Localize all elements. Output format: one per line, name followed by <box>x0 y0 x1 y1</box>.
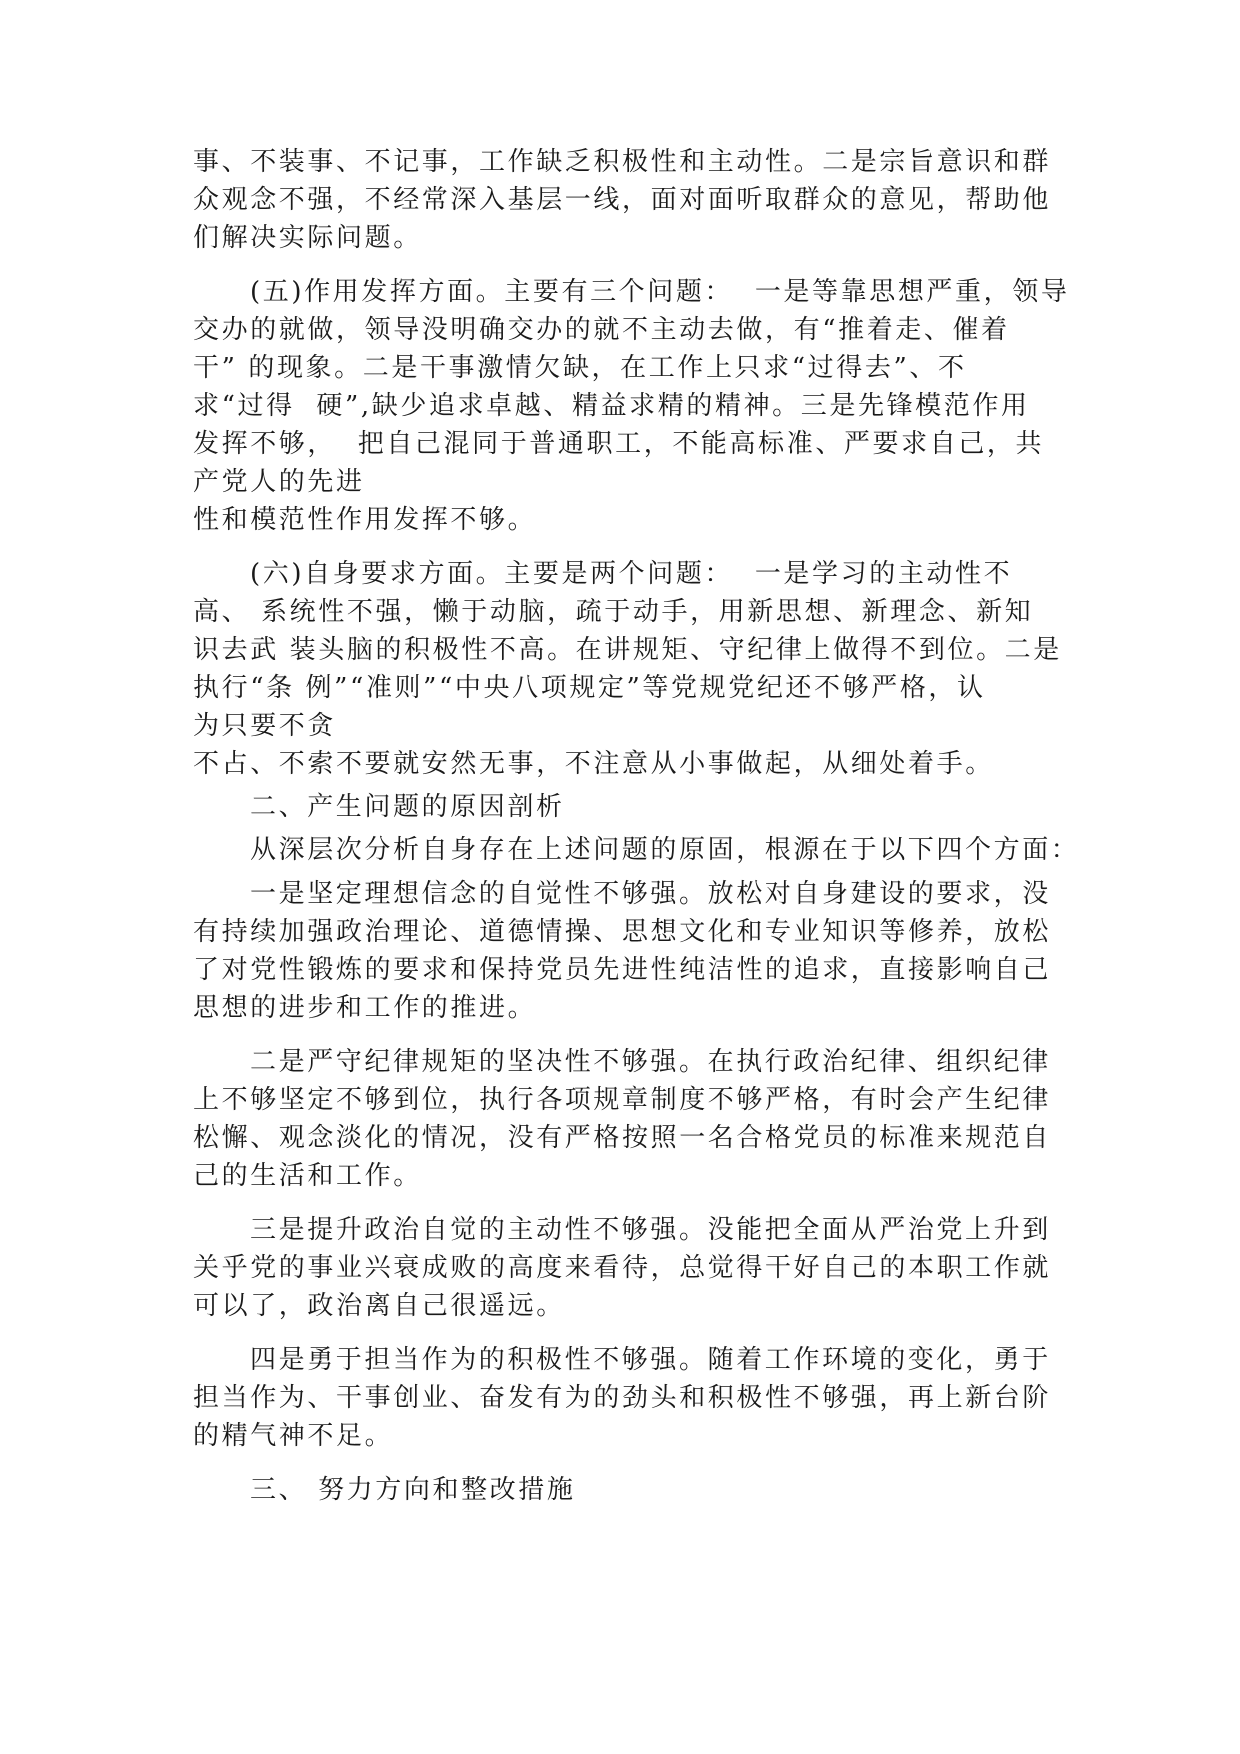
text-line: 上不够坚定不够到位，执行各项规章制度不够严格，有时会产生纪律 <box>193 1085 1052 1115</box>
text-line: 有持续加强政治理论、道德情操、思想文化和专业知识等修养，放松 <box>193 917 1052 947</box>
text-line: 一是坚定理想信念的自觉性不够强。放松对自身建设的要求，没 <box>250 879 1051 909</box>
text-line: 发挥不够， 把自己混同于普通职工，不能高标准、严要求自己，共 <box>193 429 1045 459</box>
text-line: 从深层次分析自身存在上述问题的原固，根源在于以下四个方面： <box>250 835 1080 865</box>
text-line: 不占、不索不要就安然无事，不注意从小事做起，从细处着手。 <box>193 749 994 779</box>
text-line: 关乎党的事业兴衰成败的高度来看待，总觉得干好自己的本职工作就 <box>193 1253 1052 1283</box>
text-line: 性和模范性作用发挥不够。 <box>193 505 537 535</box>
text-line: 执行“条 例”“准则”“中央八项规定”等党规党纪还不够严格，认 <box>193 673 986 703</box>
text-line: 四是勇于担当作为的积极性不够强。随着工作环境的变化，勇于 <box>250 1345 1051 1375</box>
text-line: 二是严守纪律规矩的坚决性不够强。在执行政治纪律、组织纪律 <box>250 1047 1051 1077</box>
text-line: 事、不装事、不记事，工作缺乏积极性和主动性。二是宗旨意识和群 <box>193 147 1052 177</box>
text-line: 产党人的先进 <box>193 467 365 497</box>
text-line: 众观念不强，不经常深入基层一线，面对面听取群众的意见，帮助他 <box>193 185 1052 215</box>
text-line: 了对党性锻炼的要求和保持党员先进性纯洁性的追求，直接影响自己 <box>193 955 1052 985</box>
text-line: 思想的进步和工作的推进。 <box>193 993 537 1023</box>
text-line: 高、 系统性不强，懒于动脑，疏于动手，用新思想、新理念、新知 <box>193 597 1034 627</box>
text-line: 己的生活和工作。 <box>193 1161 422 1191</box>
text-line: 为只要不贪 <box>193 711 337 741</box>
text-line: (六)自身要求方面。主要是两个问题： 一是学习的主动性不 <box>250 559 1013 589</box>
section-heading: 三、 努力方向和整改措施 <box>250 1475 576 1505</box>
text-line: 们解决实际问题。 <box>193 223 422 253</box>
text-line: (五)作用发挥方面。主要有三个问题： 一是等靠思想严重，领导 <box>250 277 1070 307</box>
text-line: 识去武 装头脑的积极性不高。在讲规矩、守纪律上做得不到位。二是 <box>193 635 1062 665</box>
text-line: 担当作为、干事创业、奋发有为的劲头和积极性不够强，再上新台阶 <box>193 1383 1052 1413</box>
text-line: 三是提升政治自觉的主动性不够强。没能把全面从严治党上升到 <box>250 1215 1051 1245</box>
text-line: 的精气神不足。 <box>193 1421 394 1451</box>
text-line: 松懈、观念淡化的情况，没有严格按照一名合格党员的标准来规范自 <box>193 1123 1052 1153</box>
text-line: 求“过得 硬”,缺少追求卓越、精益求精的精神。三是先锋模范作用 <box>193 391 1030 421</box>
text-line: 可以了，政治离自己很遥远。 <box>193 1291 565 1321</box>
section-heading: 二、产生问题的原因剖析 <box>250 792 565 822</box>
text-line: 干” 的现象。二是干事激情欠缺，在工作上只求“过得去”、不 <box>193 353 967 383</box>
text-line: 交办的就做，领导没明确交办的就不主动去做，有“推着走、催着 <box>193 315 1010 345</box>
